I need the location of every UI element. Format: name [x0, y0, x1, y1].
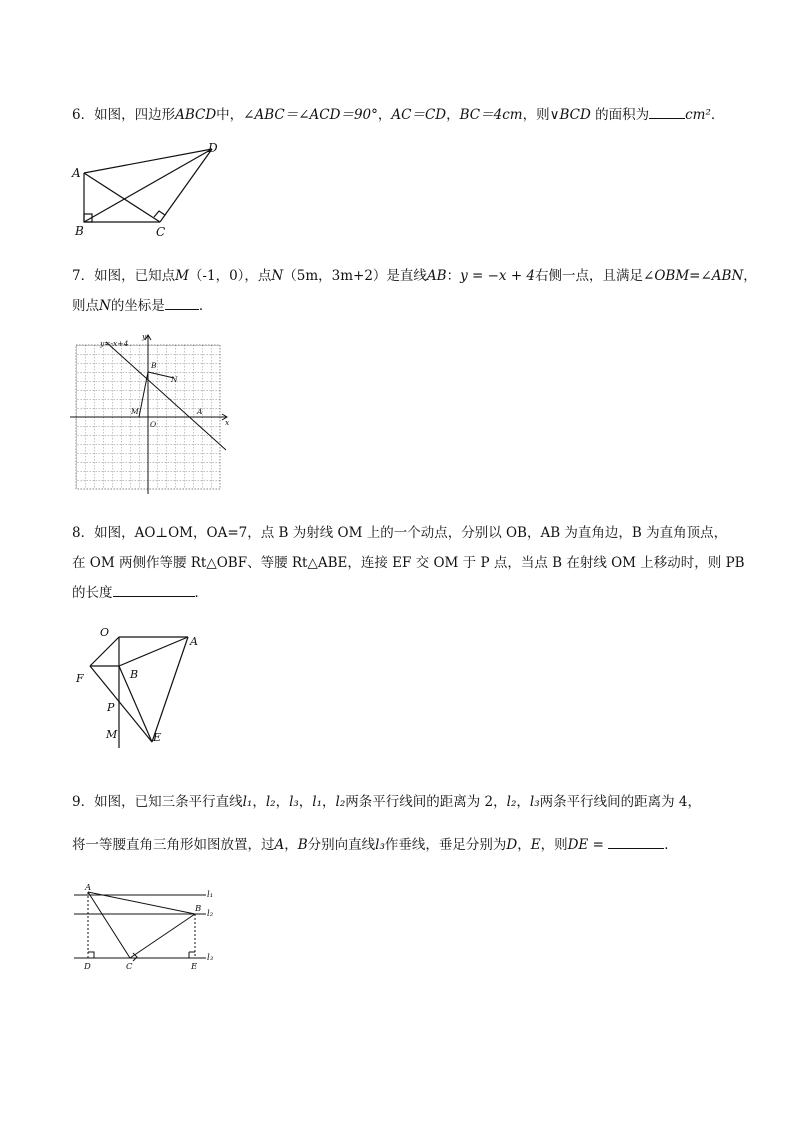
label-B: B — [195, 904, 202, 914]
q7-text-line2: 则点N的坐标是 ． — [72, 298, 213, 314]
q9-text-line1: 9．如图，已知三条平行直线l₁，l₂，l₃，l₁，l₂两条平行线间的距离为 2，l₂，l₃两条平行线间的距离为 4， — [72, 794, 702, 810]
label-D: D — [84, 962, 91, 972]
label-l3: l₃ — [207, 953, 214, 963]
q9-number: 9 — [72, 794, 81, 810]
label-y: y — [142, 332, 147, 341]
label-F: F — [76, 672, 84, 685]
label-M: M — [131, 407, 139, 416]
q9-figure — [70, 880, 220, 975]
label-E: E — [191, 962, 198, 972]
q8-figure — [70, 620, 210, 750]
label-N: N — [171, 375, 178, 384]
q8-text-line1: 8．如图，AO⊥OM，OA=7，点 B 为射线 OM 上的一个动点，分别以 OB，AB 为直角边，B 为直角顶点， — [72, 525, 728, 541]
label-C: C — [156, 225, 166, 239]
label-M: M — [106, 728, 118, 741]
label-P: P — [107, 701, 115, 714]
q6-text: 6．如图，四边形ABCD中，∠ABC＝∠ACD＝90°，AC＝CD，BC＝4cm，则∨BCD 的面积为 cm²． — [72, 107, 725, 123]
label-x: x — [225, 418, 230, 427]
answer-blank[interactable] — [649, 106, 685, 119]
q6-figure — [70, 140, 230, 240]
label-O: O — [100, 626, 110, 639]
q7-number: 7 — [72, 268, 81, 284]
label-B: B — [130, 668, 139, 681]
label-E: E — [153, 731, 162, 744]
label-B: B — [75, 224, 84, 238]
label-D: D — [208, 141, 218, 155]
label-A: A — [197, 407, 203, 416]
q7-figure — [70, 330, 235, 495]
label-B: B — [151, 361, 157, 370]
q6-number: 6 — [72, 107, 81, 123]
label-l2: l₂ — [207, 909, 214, 919]
q8-number: 8 — [72, 525, 81, 541]
q7-text-line1: 7．如图，已知点M（-1，0），点N（5m，3m+2）是直线AB：y = −x + 4右侧一点，且满足∠OBM=∠ABN， — [72, 268, 757, 284]
label-A: A — [72, 166, 81, 180]
q9-text-line2: 将一等腰直角三角形如图放置，过A，B分别向直线l₃作垂线，垂足分别为D，E，则DE = ． — [72, 837, 678, 853]
answer-blank[interactable] — [608, 836, 664, 849]
answer-blank[interactable] — [165, 297, 199, 310]
label-O: O — [150, 420, 157, 429]
q8-text-line3: 的长度 ． — [72, 585, 208, 601]
label-eq: y=-x+4 — [100, 339, 129, 348]
label-l1: l₁ — [207, 890, 214, 900]
answer-blank[interactable] — [113, 584, 195, 597]
label-C: C — [126, 962, 133, 972]
q8-text-line2: 在 OM 两侧作等腰 Rt△OBF、等腰 Rt△ABE，连接 EF 交 OM 于 P 点，当点 B 在射线 OM 上移动时，则 PB — [72, 555, 745, 571]
label-A: A — [85, 883, 92, 893]
label-A: A — [190, 635, 198, 648]
